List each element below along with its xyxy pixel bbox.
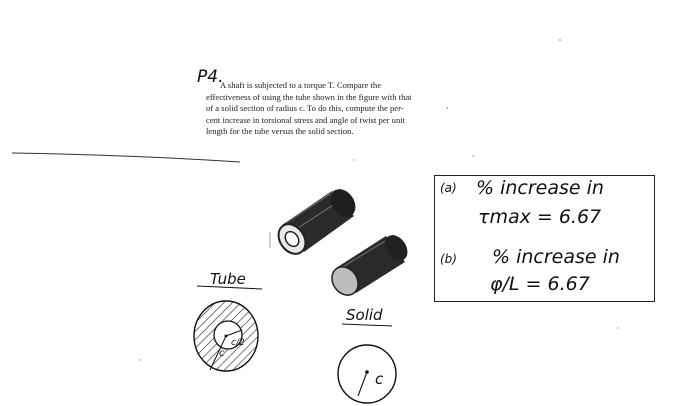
tube-inner-radius-label: c/2 bbox=[231, 338, 245, 348]
solid-radius-label: c bbox=[375, 370, 384, 388]
tube-label: Tube bbox=[210, 270, 246, 288]
separator-line bbox=[12, 153, 240, 162]
problem-line: A shaft is subjected to a torque T. Compare the bbox=[220, 80, 382, 90]
answer-b-label: (b) bbox=[440, 252, 457, 266]
problem-line: length for the tube versus the solid section. bbox=[206, 126, 354, 137]
problem-statement bbox=[206, 80, 478, 138]
tube-outer-radius-label: c bbox=[219, 348, 225, 359]
solid-cross-section bbox=[338, 345, 396, 403]
solid-label: Solid bbox=[346, 306, 383, 324]
answer-a-label: (a) bbox=[440, 181, 457, 195]
answer-a-line1: % increase in bbox=[476, 177, 604, 199]
answer-b-line2: φ/L = 6.67 bbox=[490, 273, 590, 295]
problem-number: P4. bbox=[197, 67, 224, 87]
tube-cross-section bbox=[194, 301, 258, 371]
problem-line: of a solid section of radius c. To do this, compute the per- bbox=[206, 103, 404, 114]
solid-shaft-figure bbox=[327, 231, 413, 300]
solid-label-underline bbox=[342, 324, 392, 326]
answer-a-line2: τmax = 6.67 bbox=[478, 206, 602, 228]
problem-line: cent increase in torsional stress and angle of twist per unit bbox=[206, 114, 406, 125]
tube-shaft-figure bbox=[270, 184, 361, 259]
problem-line: effectiveness of using the tube shown in the figure with that bbox=[206, 91, 412, 102]
answer-b-line1: % increase in bbox=[492, 246, 620, 268]
